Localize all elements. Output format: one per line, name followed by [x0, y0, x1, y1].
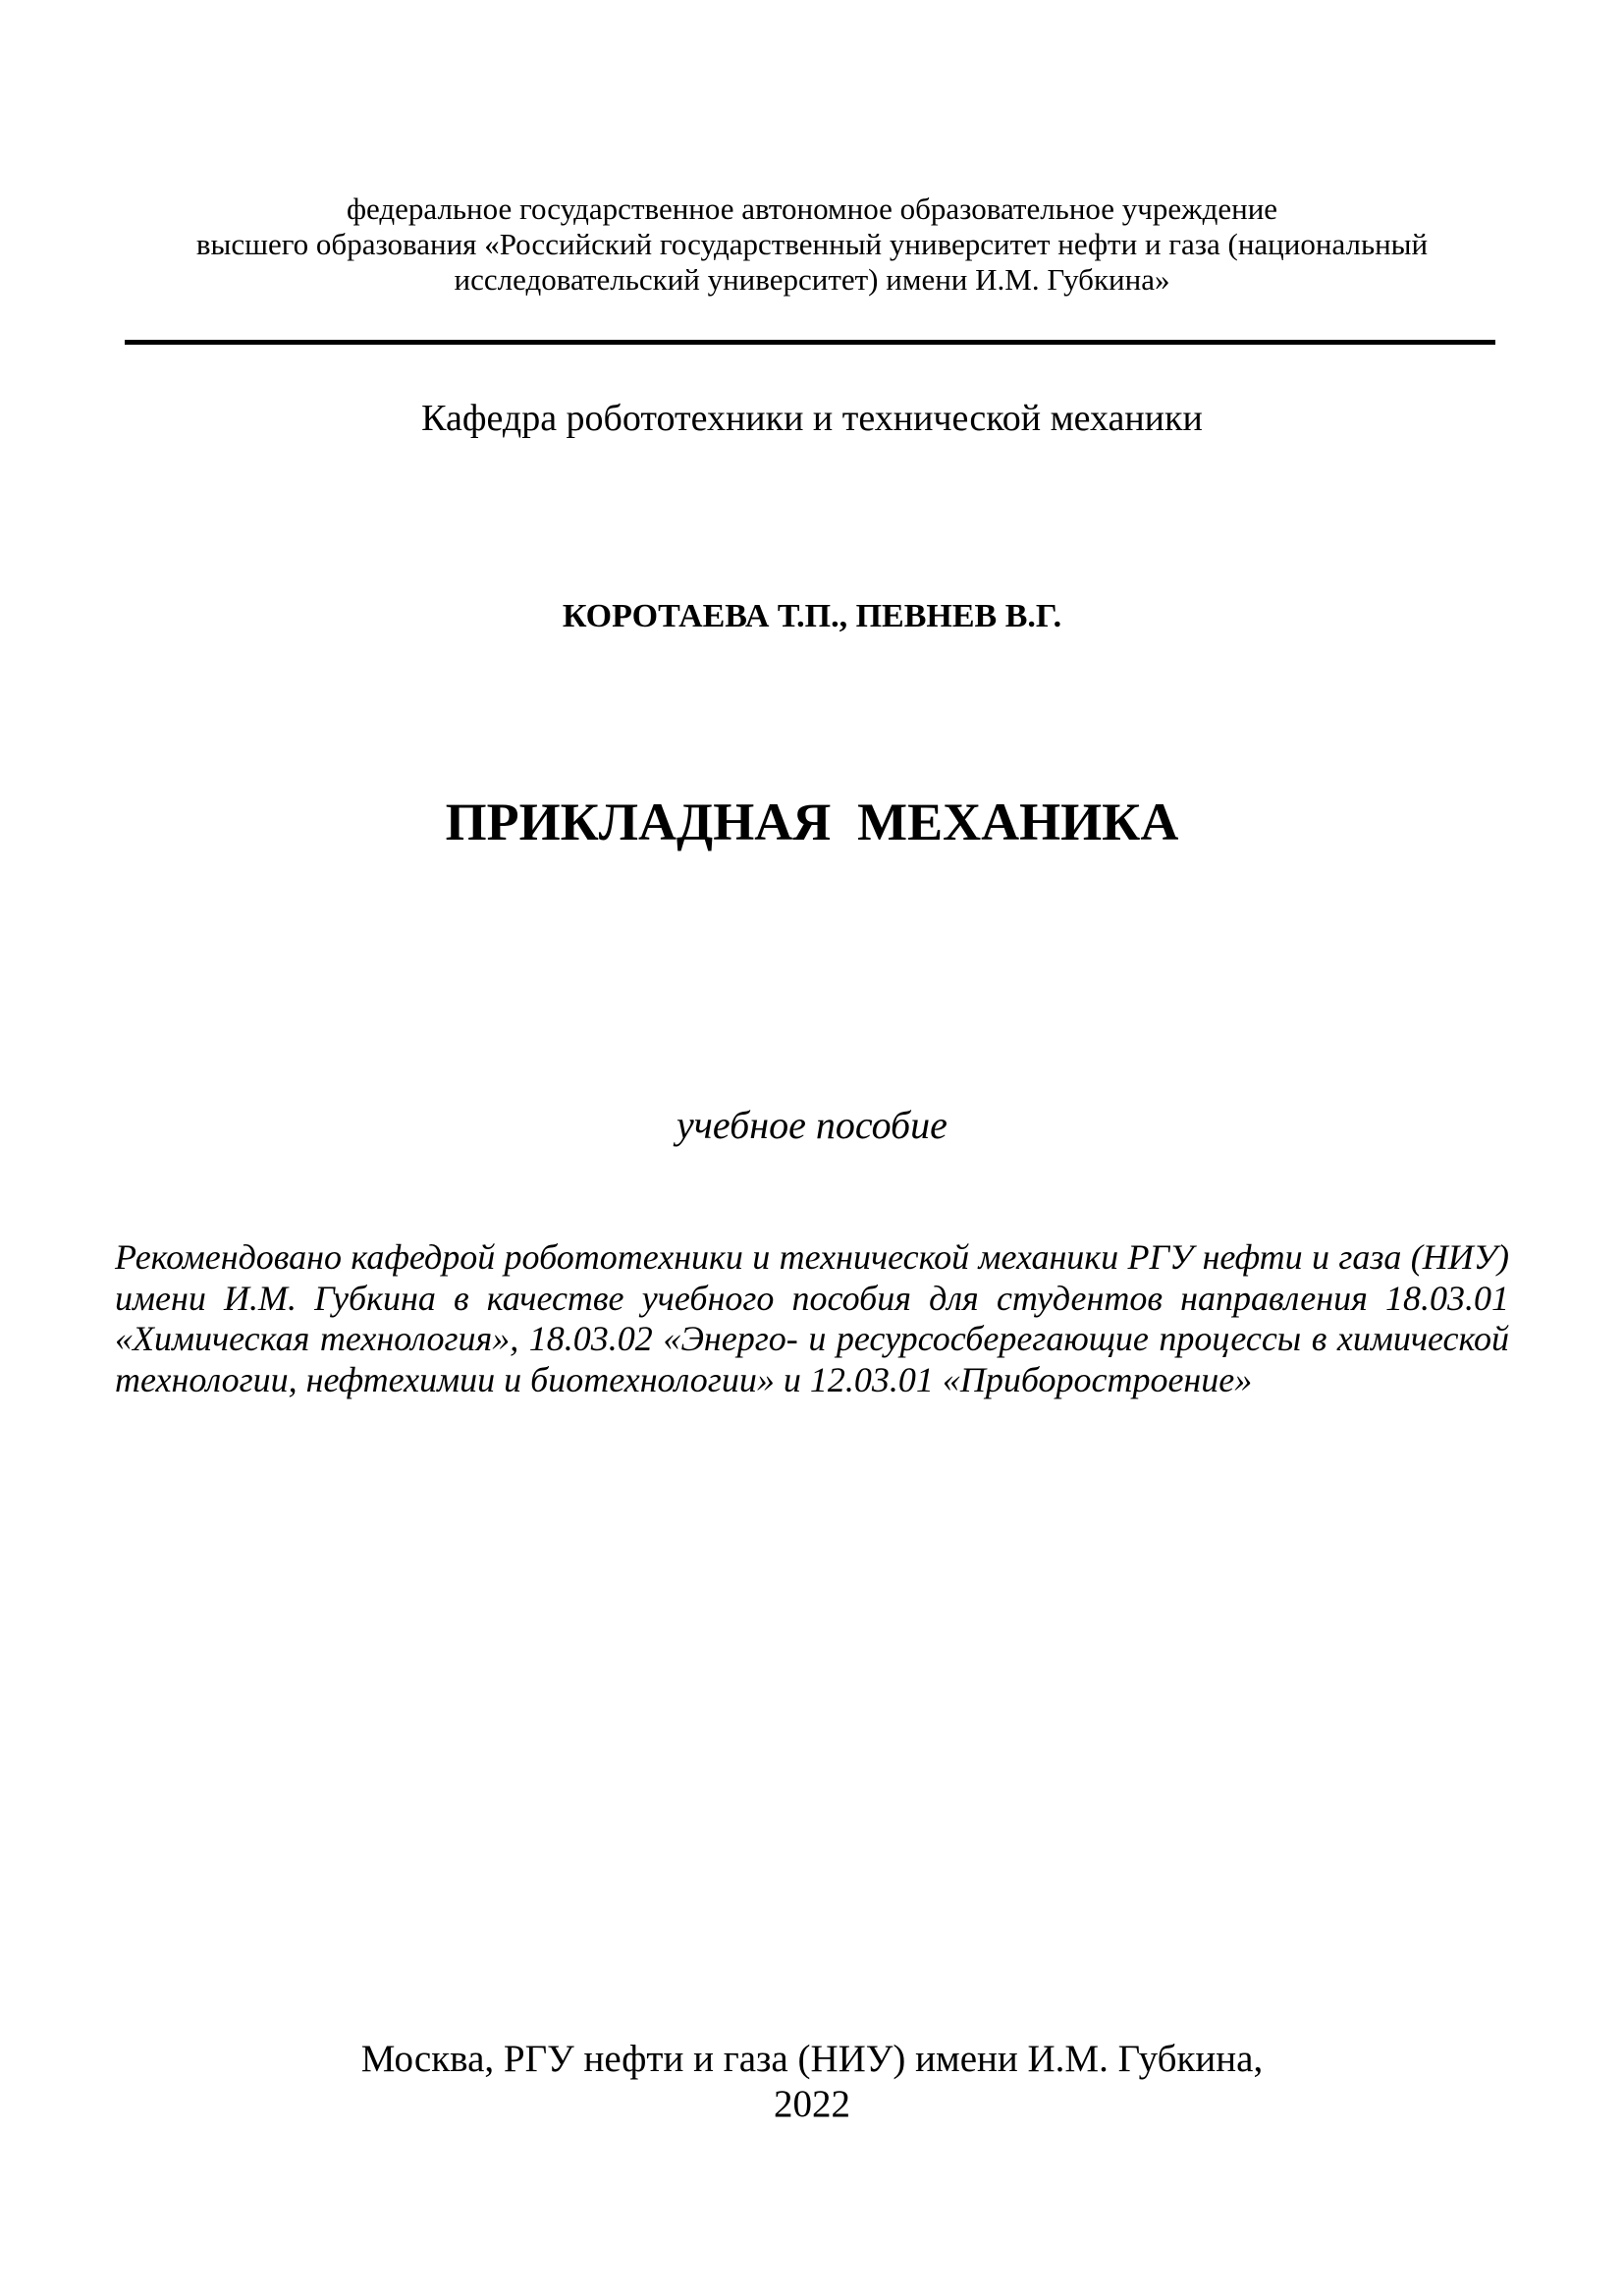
imprint-city-line: Москва, РГУ нефти и газа (НИУ) имени И.М. Губкина,	[360, 2038, 1264, 2080]
horizontal-rule	[125, 340, 1495, 345]
imprint	[115, 2037, 1509, 2127]
imprint-year: 2022	[774, 2083, 850, 2125]
university-header-line-3: исследовательский университет) имени И.М. Губкина»	[454, 262, 1170, 297]
authors-line: КОРОТАЕВА Т.П., ПЕВНЕВ В.Г.	[562, 598, 1062, 634]
university-header-line-1: федеральное государственное автономное образовательное учреждение	[346, 191, 1278, 226]
document-subtitle: учебное пособие	[677, 1103, 947, 1147]
department-name: Кафедра робототехники и технической механики	[421, 398, 1203, 439]
university-header-line-2: высшего образования «Российский государственный университет нефти и газа (национальный	[195, 227, 1429, 261]
university-header	[115, 191, 1509, 298]
recommendation-paragraph: Рекомендовано кафедрой робототехники и технической механики РГУ нефти и газа (НИУ) имени И.М. Губкина в качестве учебного пособия для студентов направления 18.03.01 «Химическая технология», 18.03.02 «Энерго- и ресурсосберегающие процессы в химической технологии, нефтехимии и биотехнологии» и 12.03.01 «Приборостроение»	[115, 1237, 1509, 1399]
document-title: ПРИКЛАДНАЯ МЕХАНИКА	[445, 793, 1179, 851]
